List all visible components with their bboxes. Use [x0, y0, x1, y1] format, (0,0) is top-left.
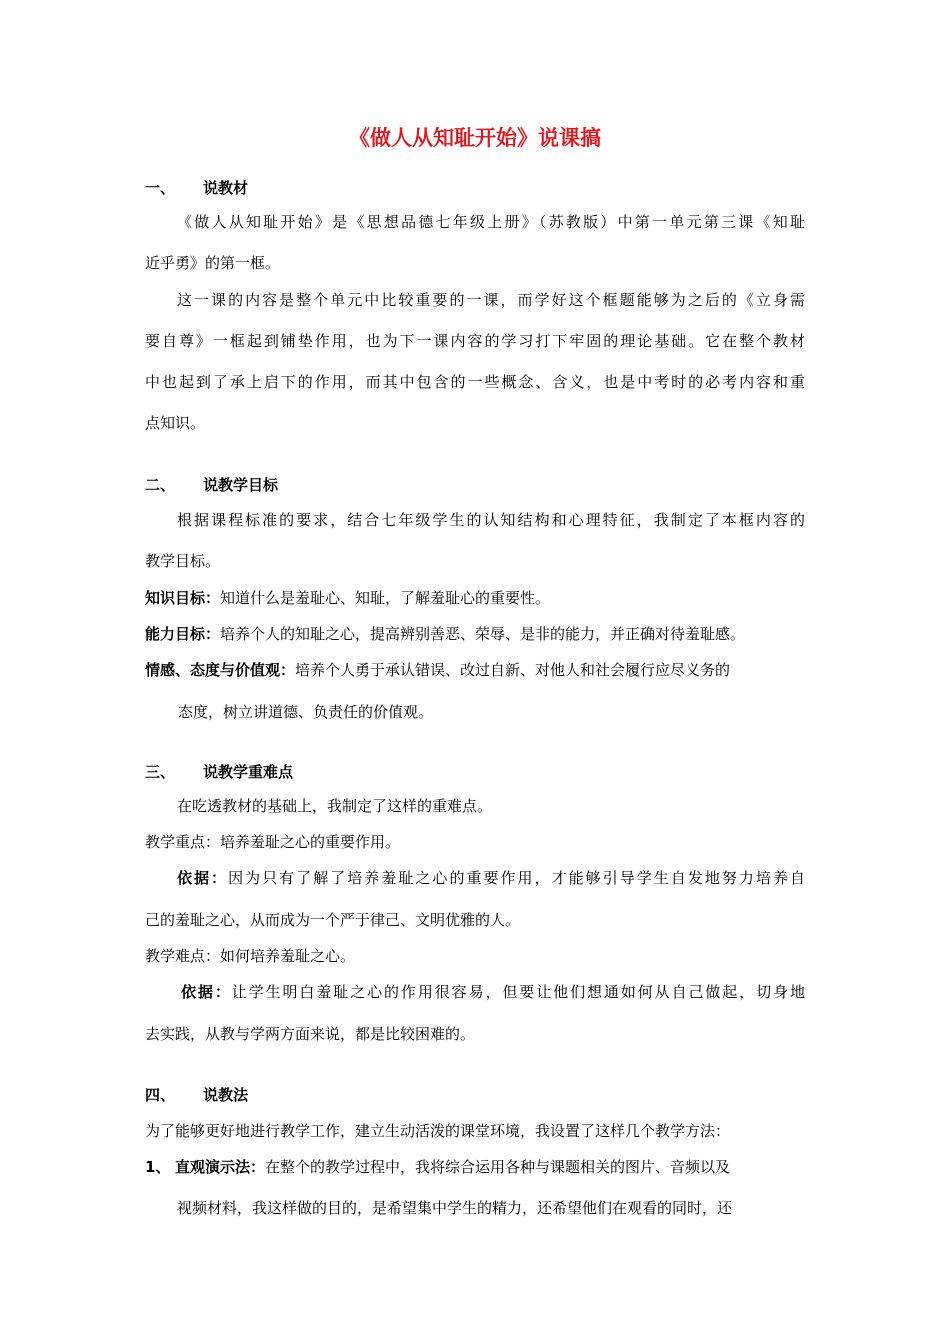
- section-2-title: 说教学目标: [203, 476, 279, 494]
- section-1-heading: [145, 178, 810, 198]
- paragraph-line: 教学目标。: [145, 552, 221, 570]
- ability-goal-text: 培养个人的知耻之心，提高辨别善恶、荣辱、是非的能力，并正确对待羞耻感。: [220, 625, 746, 643]
- paragraph-line: 要自尊》一框起到铺垫作用，也为下一课内容的学习打下牢固的理论基础。它在整个教材: [145, 332, 805, 350]
- section-4-title: 说教法: [203, 1086, 249, 1104]
- paragraph-line: 态度，树立讲道德、负责任的价值观。: [178, 703, 434, 721]
- paragraph-line: 中也起到了承上启下的作用，而其中包含的一些概念、含义，也是中考时的必考内容和重: [145, 373, 805, 391]
- paragraph-line: 为了能够更好地进行教学工作，建立生动活泼的课堂环境，我设置了这样几个教学方法：: [145, 1122, 731, 1140]
- section-3-heading: [145, 762, 810, 782]
- emotion-goal-label: 情感、态度与价值观：: [145, 661, 296, 679]
- basis-text: 让学生明白羞耻之心的作用很容易，但要让他们想通如何从自己做起，切身地: [231, 983, 805, 1001]
- paragraph-line: 《做人从知耻开始》是《思想品德七年级上册》（苏教版）中第一单元第三课《知耻: [177, 213, 805, 231]
- paragraph-line: 视频材料，我这样做的目的，是希望集中学生的精力，还希望他们在观看的同时，还: [177, 1199, 733, 1217]
- basis-2: [181, 982, 805, 1002]
- knowledge-goal-label: 知识目标：: [145, 589, 221, 607]
- knowledge-goal-text: 知道什么是羞耻心、知耻，了解羞耻心的重要性。: [220, 589, 551, 607]
- knowledge-goal: [145, 588, 810, 608]
- section-3-number: 三、: [145, 763, 176, 781]
- section-1-title: 说教材: [203, 179, 249, 197]
- paragraph-line: 这一课的内容是整个单元中比较重要的一课，而学好这个框题能够为之后的《立身需: [177, 291, 805, 309]
- paragraph-line: 己的羞耻之心，从而成为一个严于律己、文明优雅的人。: [145, 911, 521, 929]
- key-point: 教学重点：培养羞耻之心的重要作用。: [145, 833, 401, 851]
- section-4-heading: [145, 1085, 810, 1105]
- ability-goal-label: 能力目标：: [145, 625, 221, 643]
- paragraph-line: 根据课程标准的要求，结合七年级学生的认知结构和心理特征，我制定了本框内容的: [177, 511, 805, 529]
- document-title: 《做人从知耻开始》说课搞: [349, 126, 601, 150]
- paragraph-line: 点知识。: [145, 414, 206, 432]
- method-1-number: 1、: [145, 1158, 171, 1176]
- ability-goal: [145, 624, 810, 644]
- method-1-text: 在整个的教学过程中，我将综合运用各种与课题相关的图片、音频以及: [265, 1158, 731, 1176]
- basis-text: 因为只有了解了培养羞耻之心的重要作用，才能够引导学生自发地努力培养自: [228, 869, 805, 887]
- paragraph-line: 去实践，从教与学两方面来说，都是比较困难的。: [145, 1025, 476, 1043]
- method-1-label: 直观演示法：: [175, 1158, 266, 1176]
- section-4-number: 四、: [145, 1086, 176, 1104]
- emotion-goal: [145, 660, 810, 680]
- basis-1: [177, 868, 805, 888]
- basis-label: 依据：: [181, 983, 232, 1001]
- method-1: [145, 1157, 810, 1177]
- paragraph-line: 在吃透教材的基础上，我制定了这样的重难点。: [177, 797, 493, 815]
- paragraph-line: 近乎勇》的第一框。: [145, 254, 281, 272]
- section-2-heading: [145, 475, 810, 495]
- emotion-goal-text: 培养个人勇于承认错误、改过自新、对他人和社会履行应尽义务的: [295, 661, 731, 679]
- section-2-number: 二、: [145, 476, 176, 494]
- basis-label: 依据：: [177, 869, 229, 887]
- section-3-title: 说教学重难点: [203, 763, 294, 781]
- section-1-number: 一、: [145, 179, 176, 197]
- difficult-point: 教学难点：如何培养羞耻之心。: [145, 947, 356, 965]
